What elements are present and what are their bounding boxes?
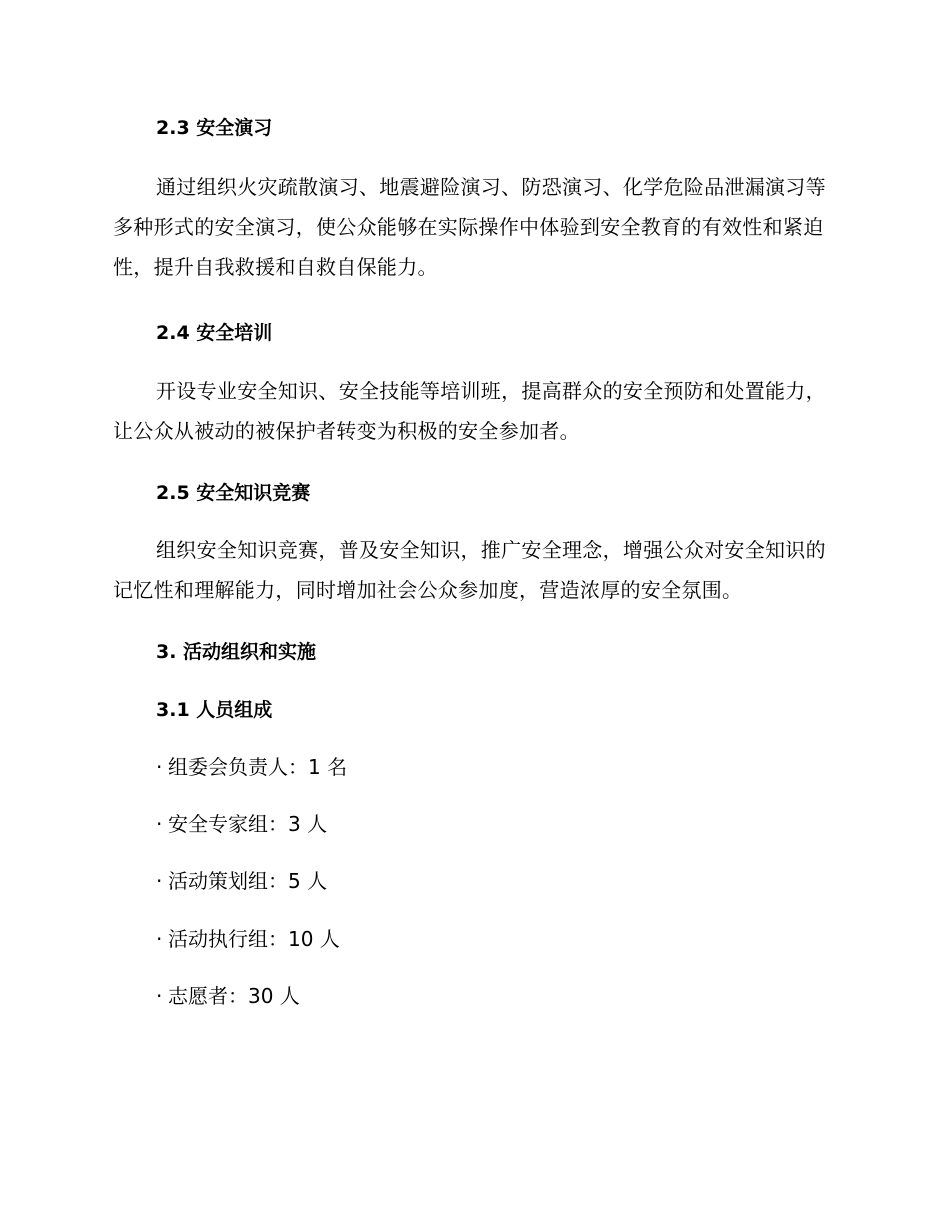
sub-heading-3-1: 3.1 人员组成 bbox=[156, 699, 273, 721]
section-body-2-5: 组织安全知识竞赛，普及安全知识，推广安全理念，增强公众对安全知识的记忆性和理解能力，同时增加社会公众参加度，营造浓厚的安全氛围。 bbox=[113, 538, 826, 602]
list-item-text: 组委会负责人：1 名 bbox=[168, 755, 348, 779]
list-item-text: 活动执行组：10 人 bbox=[168, 927, 340, 951]
section-heading-2-5: 2.5 安全知识竞赛 bbox=[156, 482, 311, 504]
list-item-text: 志愿者：30 人 bbox=[168, 984, 300, 1008]
list-item bbox=[156, 753, 347, 781]
bullet-dot-icon: · bbox=[156, 869, 163, 893]
section-body-2-3: 通过组织火灾疏散演习、地震避险演习、防恐演习、化学危险品泄漏演习等多种形式的安全演习，使公众能够在实际操作中体验到安全教育的有效性和紧迫性，提升自我救援和自救自保能力。 bbox=[113, 175, 826, 279]
section-heading-2-3: 2.3 安全演习 bbox=[156, 117, 273, 139]
chapter-heading-3: 3. 活动组织和实施 bbox=[156, 641, 317, 663]
section-body-2-4: 开设专业安全知识、安全技能等培训班，提高群众的安全预防和处置能力，让公众从被动的被保护者转变为积极的安全参加者。 bbox=[113, 379, 826, 443]
list-item bbox=[156, 925, 340, 953]
bullet-dot-icon: · bbox=[156, 812, 163, 836]
bullet-dot-icon: · bbox=[156, 984, 163, 1008]
list-item bbox=[156, 982, 300, 1010]
section-heading-2-4: 2.4 安全培训 bbox=[156, 322, 273, 344]
bullet-dot-icon: · bbox=[156, 927, 163, 951]
list-item-text: 活动策划组：5 人 bbox=[168, 869, 328, 893]
list-item-text: 安全专家组：3 人 bbox=[168, 812, 328, 836]
list-item bbox=[156, 810, 327, 838]
list-item bbox=[156, 867, 327, 895]
bullet-dot-icon: · bbox=[156, 755, 163, 779]
